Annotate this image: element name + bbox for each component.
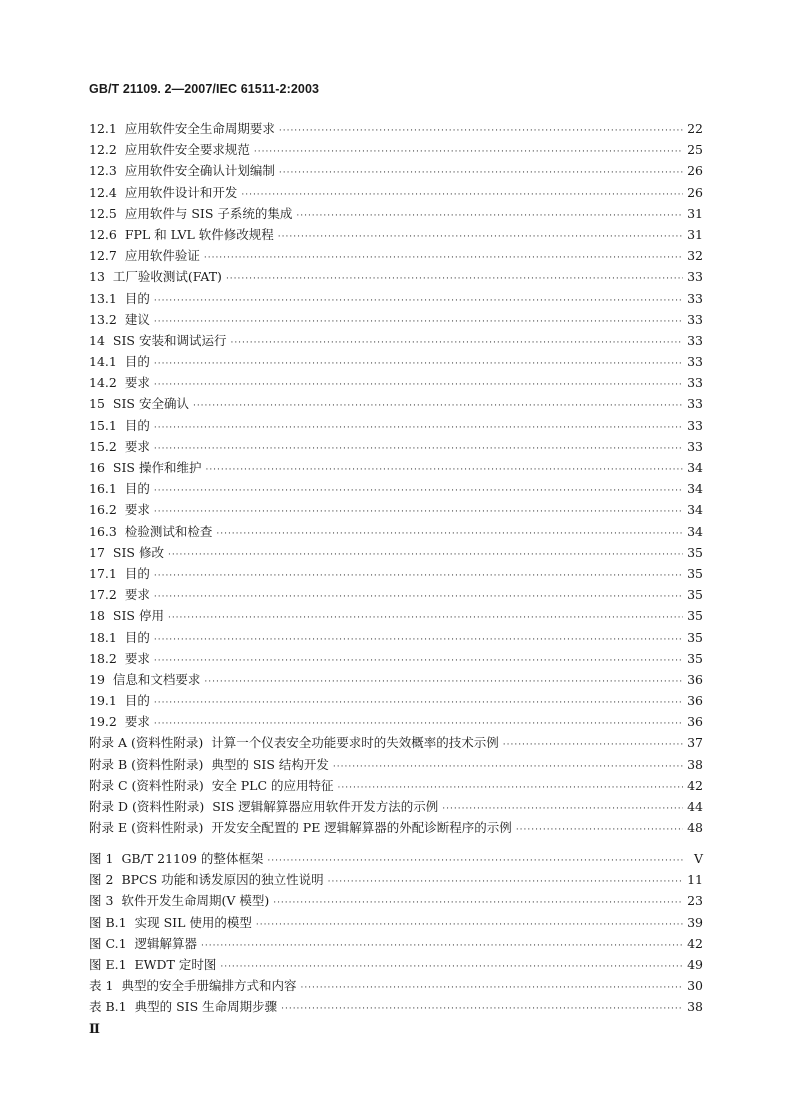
entry-page: 36 bbox=[687, 693, 703, 709]
entry-title: 建议 bbox=[124, 311, 150, 327]
entry-title: 应用软件安全生命周期要求 bbox=[124, 121, 275, 136]
entry-number: 12.6 bbox=[89, 226, 117, 242]
dot-leader bbox=[204, 253, 683, 263]
toc-entry[interactable] bbox=[89, 585, 703, 606]
entry-page: 35 bbox=[687, 650, 703, 666]
dot-leader bbox=[154, 635, 683, 645]
toc-entry[interactable] bbox=[89, 606, 703, 627]
entry-number: 17.1 bbox=[89, 565, 117, 581]
entry-title: 实现 SIL 使用的模型 bbox=[134, 914, 252, 930]
entry-number: 表 B.1 bbox=[89, 999, 127, 1015]
dot-leader bbox=[154, 380, 683, 390]
entry-page: 22 bbox=[687, 121, 703, 136]
entry-title: 应用软件安全确认计划编制 bbox=[124, 163, 275, 179]
dot-leader bbox=[328, 877, 683, 887]
entry-page: 23 bbox=[687, 893, 703, 909]
entry-title: 目的 bbox=[124, 565, 150, 581]
figure-entry[interactable] bbox=[89, 934, 703, 955]
entry-page: 33 bbox=[687, 396, 703, 412]
entry-page: 34 bbox=[687, 460, 703, 475]
toc-entry[interactable] bbox=[89, 352, 703, 373]
dot-leader bbox=[154, 698, 683, 708]
entry-title: 目的 bbox=[124, 290, 150, 306]
entry-title: 典型的 SIS 生命周期步骤 bbox=[134, 999, 278, 1015]
entry-title: SIS 修改 bbox=[112, 544, 164, 560]
entry-page: 30 bbox=[687, 978, 703, 994]
dot-leader bbox=[296, 211, 683, 221]
dot-leader bbox=[230, 338, 683, 348]
toc-entry[interactable] bbox=[89, 797, 703, 818]
entry-title: 逻辑解算器 bbox=[134, 935, 198, 951]
entry-page: 33 bbox=[687, 269, 703, 285]
dot-leader bbox=[333, 762, 683, 772]
toc-entry[interactable] bbox=[89, 500, 703, 521]
entry-page: 33 bbox=[687, 417, 703, 433]
entry-title: GB/T 21109 的整体框架 bbox=[121, 851, 264, 866]
entry-page: 42 bbox=[687, 935, 703, 951]
entry-page: 34 bbox=[687, 523, 703, 539]
dot-leader bbox=[226, 274, 683, 284]
toc-entry[interactable] bbox=[89, 712, 703, 733]
dot-leader bbox=[154, 359, 683, 369]
list-of-figures-and-tables bbox=[89, 849, 703, 1019]
dot-leader bbox=[154, 296, 683, 306]
entry-number: 图 B.1 bbox=[89, 914, 127, 930]
dot-leader bbox=[168, 613, 683, 623]
entry-number: 12.7 bbox=[89, 248, 117, 264]
entry-title: 应用软件安全要求规范 bbox=[124, 142, 250, 158]
entry-number: 附录 E (资料性附录) bbox=[89, 820, 204, 836]
entry-title: SIS 逻辑解算器应用软件开发方法的示例 bbox=[212, 799, 439, 814]
entry-title: 目的 bbox=[124, 354, 150, 370]
toc-entry[interactable] bbox=[89, 691, 703, 712]
toc-entry[interactable] bbox=[89, 331, 703, 352]
toc-entry[interactable] bbox=[89, 670, 703, 691]
entry-page: Ⅴ bbox=[693, 851, 703, 866]
entry-number: 13 bbox=[89, 269, 105, 285]
entry-page: 39 bbox=[687, 914, 703, 930]
entry-title: 计算一个仪表安全功能要求时的失效概率的技术示例 bbox=[211, 735, 499, 751]
toc-entry[interactable] bbox=[89, 183, 703, 204]
entry-title: 典型的安全手册编排方式和内容 bbox=[121, 978, 297, 994]
entry-number: 13.2 bbox=[89, 311, 117, 327]
dot-leader bbox=[442, 804, 683, 814]
entry-page: 26 bbox=[687, 163, 703, 179]
toc-entry[interactable] bbox=[89, 267, 703, 288]
dot-leader bbox=[154, 571, 683, 581]
entry-number: 14.1 bbox=[89, 354, 117, 370]
entry-title: SIS 停用 bbox=[112, 608, 164, 624]
dot-leader bbox=[154, 317, 683, 327]
figure-entry[interactable] bbox=[89, 891, 703, 912]
entry-title: 要求 bbox=[124, 587, 150, 603]
toc-entry[interactable] bbox=[89, 522, 703, 543]
toc-entry[interactable] bbox=[89, 289, 703, 310]
entry-number: 16.1 bbox=[89, 481, 117, 497]
dot-leader bbox=[220, 962, 683, 972]
entry-page: 35 bbox=[687, 608, 703, 624]
figure-entry[interactable] bbox=[89, 849, 703, 870]
entry-number: 14 bbox=[89, 332, 105, 348]
entry-number: 19.2 bbox=[89, 714, 117, 730]
entry-page: 33 bbox=[687, 375, 703, 391]
dot-leader bbox=[154, 486, 683, 496]
dot-leader bbox=[300, 983, 683, 993]
dot-leader bbox=[256, 920, 683, 930]
entry-page: 38 bbox=[687, 756, 703, 772]
dot-leader bbox=[154, 592, 683, 602]
entry-number: 12.2 bbox=[89, 142, 117, 158]
toc-entry[interactable] bbox=[89, 225, 703, 246]
toc-entry[interactable] bbox=[89, 776, 703, 797]
entry-number: 18.2 bbox=[89, 650, 117, 666]
figure-entry[interactable] bbox=[89, 955, 703, 976]
dot-leader bbox=[201, 941, 683, 951]
entry-number: 15 bbox=[89, 396, 105, 412]
entry-number: 15.2 bbox=[89, 438, 117, 454]
toc-entry[interactable] bbox=[89, 628, 703, 649]
table-of-contents bbox=[89, 119, 703, 839]
dot-leader bbox=[193, 401, 683, 411]
dot-leader bbox=[205, 465, 683, 475]
entry-title: 典型的 SIS 结构开发 bbox=[211, 756, 329, 772]
entry-number: 15.1 bbox=[89, 417, 117, 433]
entry-page: 44 bbox=[687, 799, 703, 814]
entry-title: SIS 安装和调试运行 bbox=[112, 332, 227, 348]
dot-leader bbox=[273, 898, 683, 908]
entry-page: 48 bbox=[687, 820, 703, 836]
document-header: GB/T 21109. 2—2007/IEC 61511-2:2003 bbox=[89, 82, 320, 96]
toc-entry[interactable] bbox=[89, 394, 703, 415]
toc-entry[interactable] bbox=[89, 310, 703, 331]
entry-title: 安全 PLC 的应用特征 bbox=[211, 777, 334, 793]
dot-leader bbox=[279, 126, 683, 136]
toc-entry[interactable] bbox=[89, 479, 703, 500]
figure-entry[interactable] bbox=[89, 976, 703, 997]
entry-number: 12.3 bbox=[89, 163, 117, 179]
entry-title: 要求 bbox=[124, 714, 150, 730]
entry-title: 要求 bbox=[124, 502, 150, 518]
toc-entry[interactable] bbox=[89, 564, 703, 585]
entry-page: 36 bbox=[687, 714, 703, 730]
entry-title: 目的 bbox=[124, 629, 150, 645]
entry-number: 附录 A (资料性附录) bbox=[89, 735, 204, 751]
entry-page: 33 bbox=[687, 354, 703, 370]
entry-number: 表 1 bbox=[89, 978, 114, 994]
entry-title: BPCS 功能和诱发原因的独立性说明 bbox=[121, 872, 324, 888]
entry-page: 49 bbox=[687, 956, 703, 972]
entry-page: 25 bbox=[687, 142, 703, 158]
entry-page: 42 bbox=[687, 777, 703, 793]
entry-title: 要求 bbox=[124, 375, 150, 391]
entry-page: 38 bbox=[687, 999, 703, 1015]
entry-page: 32 bbox=[687, 248, 703, 264]
toc-entry[interactable] bbox=[89, 246, 703, 267]
entry-page: 34 bbox=[687, 502, 703, 518]
entry-title: 目的 bbox=[124, 481, 150, 497]
entry-number: 19 bbox=[89, 671, 105, 687]
entry-title: SIS 安全确认 bbox=[112, 396, 189, 412]
entry-page: 35 bbox=[687, 565, 703, 581]
entry-title: EWDT 定时图 bbox=[134, 956, 217, 972]
dot-leader bbox=[168, 550, 683, 560]
dot-leader bbox=[279, 168, 683, 178]
entry-page: 35 bbox=[687, 629, 703, 645]
entry-page: 33 bbox=[687, 332, 703, 348]
entry-number: 17.2 bbox=[89, 587, 117, 603]
dot-leader bbox=[154, 719, 683, 729]
entry-number: 16.2 bbox=[89, 502, 117, 518]
entry-page: 33 bbox=[687, 290, 703, 306]
entry-page: 31 bbox=[687, 226, 703, 242]
entry-number: 13.1 bbox=[89, 290, 117, 306]
toc-entry[interactable] bbox=[89, 437, 703, 458]
dot-leader bbox=[254, 147, 683, 157]
figure-entry[interactable] bbox=[89, 870, 703, 891]
entry-title: FPL 和 LVL 软件修改规程 bbox=[124, 226, 274, 242]
toc-entry[interactable] bbox=[89, 119, 703, 140]
dot-leader bbox=[216, 529, 683, 539]
entry-number: 16 bbox=[89, 460, 105, 475]
figure-entry[interactable] bbox=[89, 913, 703, 934]
entry-number: 14.2 bbox=[89, 375, 117, 391]
entry-page: 36 bbox=[687, 671, 703, 687]
entry-title: 应用软件设计和开发 bbox=[124, 184, 238, 200]
dot-leader bbox=[281, 1004, 683, 1014]
page-number: Ⅱ bbox=[89, 1022, 100, 1037]
entry-page: 33 bbox=[687, 311, 703, 327]
entry-number: 18 bbox=[89, 608, 105, 624]
dot-leader bbox=[154, 444, 683, 454]
dot-leader bbox=[338, 783, 684, 793]
entry-title: 工厂验收测试(FAT) bbox=[112, 269, 222, 285]
dot-leader bbox=[503, 740, 683, 750]
entry-number: 图 2 bbox=[89, 872, 114, 888]
dot-leader bbox=[278, 232, 683, 242]
dot-leader bbox=[154, 656, 683, 666]
entry-number: 附录 C (资料性附录) bbox=[89, 777, 204, 793]
toc-entry[interactable] bbox=[89, 543, 703, 564]
entry-title: 要求 bbox=[124, 438, 150, 454]
entry-number: 附录 B (资料性附录) bbox=[89, 756, 204, 772]
entry-number: 19.1 bbox=[89, 693, 117, 709]
entry-number: 12.1 bbox=[89, 121, 117, 136]
dot-leader bbox=[154, 423, 683, 433]
entry-title: 应用软件验证 bbox=[124, 248, 200, 264]
entry-number: 12.5 bbox=[89, 205, 117, 221]
dot-leader bbox=[516, 825, 683, 835]
entry-number: 图 C.1 bbox=[89, 935, 127, 951]
entry-page: 34 bbox=[687, 481, 703, 497]
entry-page: 26 bbox=[687, 184, 703, 200]
entry-number: 12.4 bbox=[89, 184, 117, 200]
entry-page: 33 bbox=[687, 438, 703, 454]
entry-title: 应用软件与 SIS 子系统的集成 bbox=[124, 205, 293, 221]
toc-entry[interactable] bbox=[89, 755, 703, 776]
toc-entry[interactable] bbox=[89, 416, 703, 437]
dot-leader bbox=[267, 856, 683, 866]
entry-title: 要求 bbox=[124, 650, 150, 666]
entry-number: 16.3 bbox=[89, 523, 117, 539]
entry-page: 37 bbox=[687, 735, 703, 751]
entry-page: 35 bbox=[687, 587, 703, 603]
entry-title: 目的 bbox=[124, 693, 150, 709]
toc-entry[interactable] bbox=[89, 458, 703, 479]
dot-leader bbox=[154, 507, 683, 517]
entry-number: 18.1 bbox=[89, 629, 117, 645]
entry-title: 信息和文档要求 bbox=[112, 671, 201, 687]
dot-leader bbox=[204, 677, 683, 687]
toc-entry[interactable] bbox=[89, 373, 703, 394]
toc-entry[interactable] bbox=[89, 818, 703, 839]
toc-entry[interactable] bbox=[89, 204, 703, 225]
figure-entry[interactable] bbox=[89, 997, 703, 1018]
toc-entry[interactable] bbox=[89, 649, 703, 670]
entry-title: 检验测试和检查 bbox=[124, 523, 213, 539]
entry-number: 图 E.1 bbox=[89, 956, 127, 972]
toc-entry[interactable] bbox=[89, 161, 703, 182]
dot-leader bbox=[241, 190, 683, 200]
entry-title: 目的 bbox=[124, 417, 150, 433]
entry-title: 开发安全配置的 PE 逻辑解算器的外配诊断程序的示例 bbox=[211, 820, 512, 836]
entry-number: 17 bbox=[89, 544, 105, 560]
entry-number: 图 3 bbox=[89, 893, 114, 909]
entry-number: 附录 D (资料性附录) bbox=[89, 799, 205, 814]
entry-page: 35 bbox=[687, 544, 703, 560]
entry-title: SIS 操作和维护 bbox=[112, 460, 202, 475]
entry-page: 31 bbox=[687, 205, 703, 221]
entry-page: 11 bbox=[687, 872, 703, 888]
toc-entry[interactable] bbox=[89, 140, 703, 161]
entry-title: 软件开发生命周期(V 模型) bbox=[121, 893, 270, 909]
toc-entry[interactable] bbox=[89, 733, 703, 754]
entry-number: 图 1 bbox=[89, 851, 114, 866]
